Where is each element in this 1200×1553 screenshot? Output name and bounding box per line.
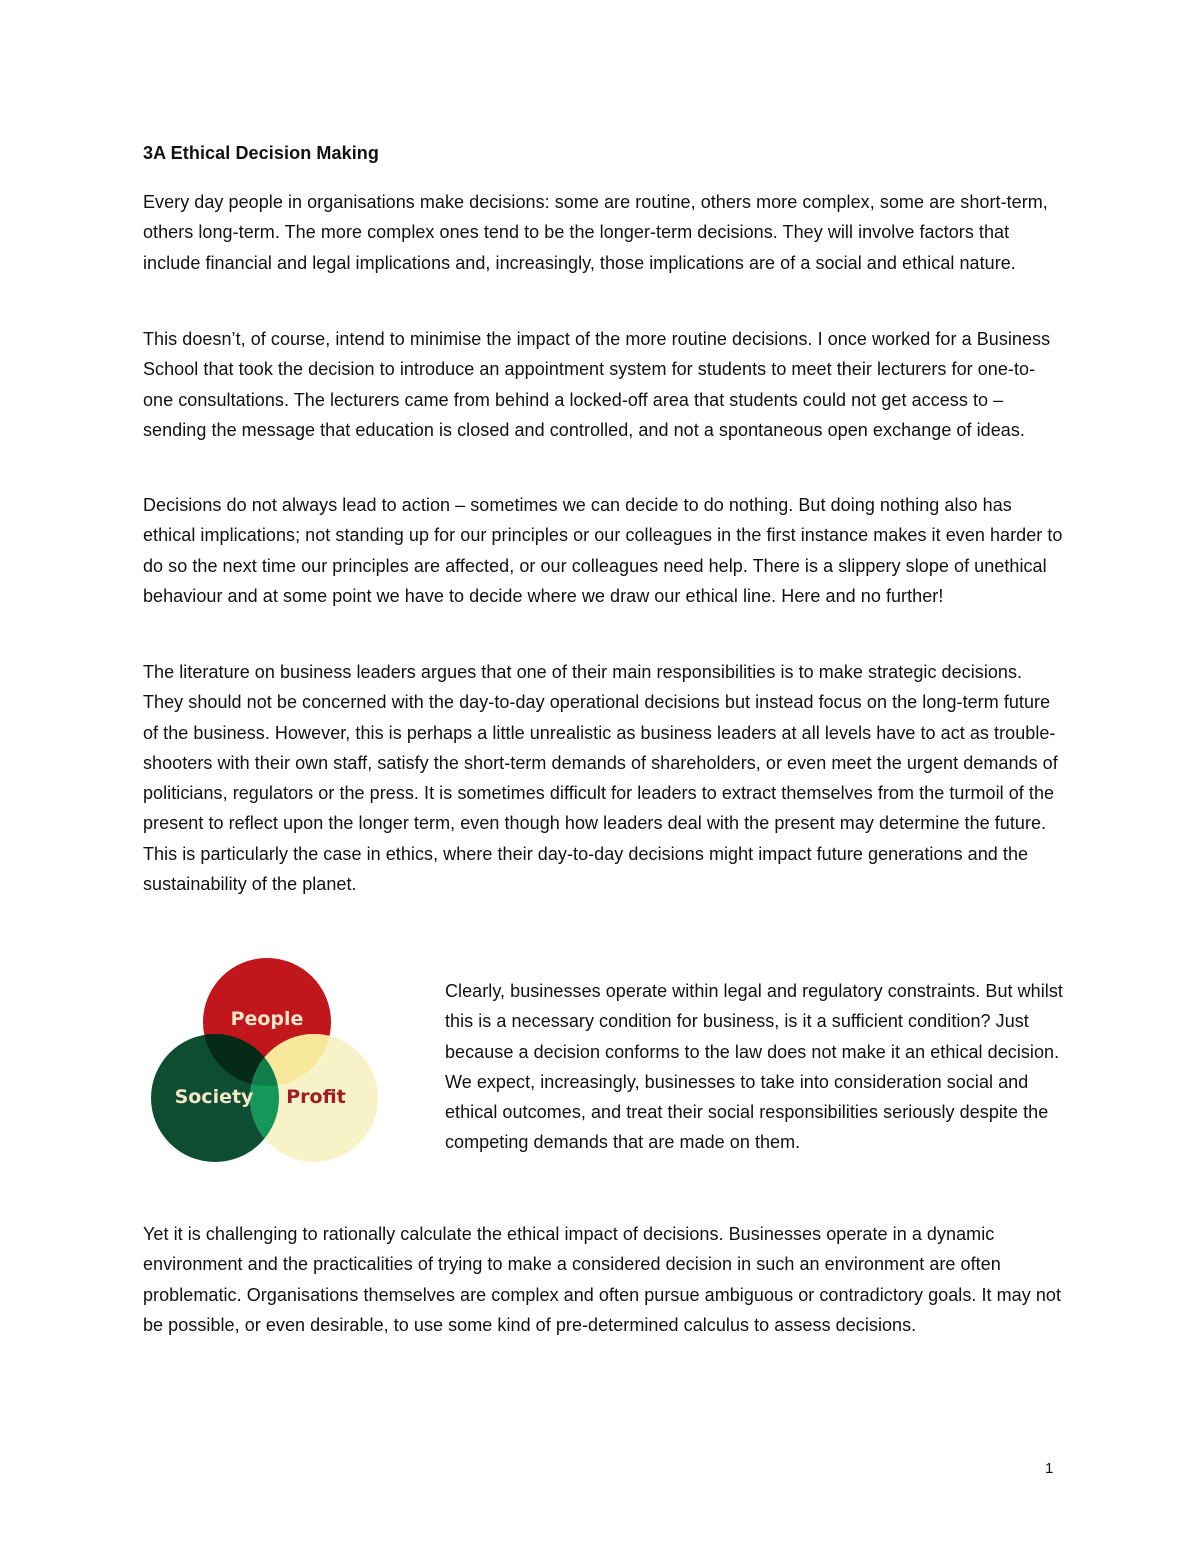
paragraph-4: The literature on business leaders argues that one of their main responsibilities is to make strategic decisions. They should not be concerned with the day-to-day operational decisions but instead focus on the long-term future of the business. However, this is perhaps a little unrealistic as business leaders at all levels have to act as trouble-shooters with their own staff, satisfy the short-term demands of shareholders, or even meet the urgent demands of politicians, regulators or the press. It is sometimes difficult for leaders to extract themselves from the turmoil of the present to reflect upon the longer term, even though how leaders deal with the present may determine the future. This is particularly the case in ethics, where their day-to-day decisions might impact future generations and the sustainability of the planet. [143,662,1058,895]
venn-label-profit: Profit [286,1086,346,1108]
venn-diagram [148,954,384,1166]
document-title: 3A Ethical Decision Making [143,143,379,163]
venn-label-people: People [230,1008,304,1030]
page-number: 1 [1045,1460,1054,1477]
venn-label-society: Society [174,1086,254,1108]
paragraph-1: Every day people in organisations make decisions: some are routine, others more complex, some are short-term, others long-term. The more complex ones tend to be the longer-term decisions. They will involve factors that include financial and legal implications and, increasingly, those implications are of a social and ethical nature. [143,192,1048,273]
paragraph-2: This doesn’t, of course, intend to minimise the impact of the more routine decisions. I once worked for a Business School that took the decision to introduce an appointment system for students to meet their lecturers for one-to-one consultations. The lecturers came from behind a locked-off area that students could not get access to – sending the message that education is closed and controlled, and not a spontaneous open exchange of ideas. [143,329,1051,440]
paragraph-3: Decisions do not always lead to action – sometimes we can decide to do nothing. But doing nothing also has ethical implications; not standing up for our principles or our colleagues in the first instance makes it even harder to do so the next time our principles are affected, or our colleagues need help. There is a slippery slope of unethical behaviour and at some point we have to decide where we draw our ethical line. Here and no further! [143,495,1063,606]
paragraph-6: Yet it is challenging to rationally calculate the ethical impact of decisions. Businesses operate in a dynamic environment and the practicalities of trying to make a considered decision in such an environment are often problematic. Organisations themselves are complex and often pursue ambiguous or contradictory goals. It may not be possible, or even desirable, to use some kind of pre-determined calculus to assess decisions. [143,1224,1062,1335]
paragraph-5: Clearly, businesses operate within legal and regulatory constraints. But whilst this is a necessary condition for business, is it a sufficient condition? Just because a decision conforms to the law does not make it an ethical decision. We expect, increasingly, businesses to take into consideration social and ethical outcomes, and treat their social responsibilities seriously despite the competing demands that are made on them. [445,981,1063,1153]
